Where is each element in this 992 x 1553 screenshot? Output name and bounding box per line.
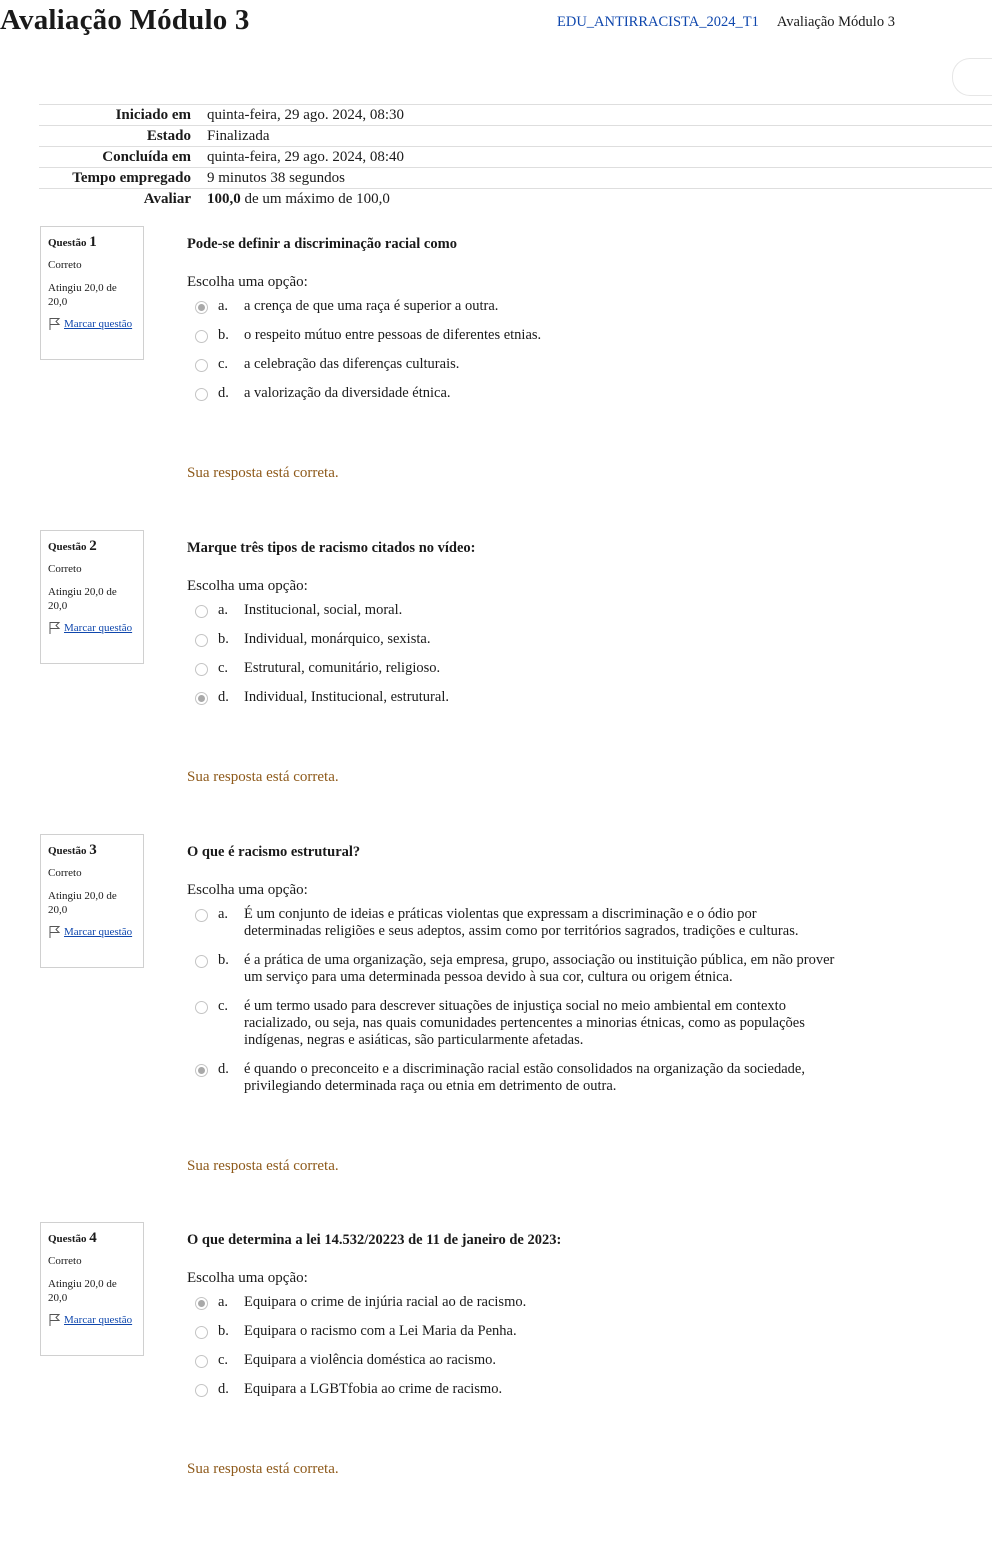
radio-button[interactable] xyxy=(195,1297,208,1310)
answer-text: Equipara o racismo com a Lei Maria da Penha. xyxy=(244,1323,517,1339)
radio-button[interactable] xyxy=(195,605,208,618)
summary-label: Iniciado em xyxy=(39,105,207,126)
answer-list xyxy=(187,298,837,402)
answer-letter: c. xyxy=(218,356,229,372)
answer-letter: c. xyxy=(218,660,229,676)
answer-letter: b. xyxy=(218,631,229,647)
answer-option[interactable] xyxy=(187,602,837,619)
question-state: Correto xyxy=(48,1255,82,1267)
question-content xyxy=(187,530,837,718)
summary-value: 9 minutos 38 segundos xyxy=(207,168,992,189)
flag-icon xyxy=(48,621,62,635)
answer-option[interactable] xyxy=(187,298,837,315)
question-state: Correto xyxy=(48,867,82,879)
summary-row-started xyxy=(39,105,992,126)
answer-letter: d. xyxy=(218,1061,229,1077)
answer-option[interactable] xyxy=(187,952,837,986)
answer-text: Equipara o crime de injúria racial ao de racismo. xyxy=(244,1294,527,1310)
summary-label: Avaliar xyxy=(39,189,207,210)
answer-text: Individual, Institucional, estrutural. xyxy=(244,689,449,705)
question-grade: Atingiu 20,0 de 20,0 xyxy=(48,586,117,612)
radio-button[interactable] xyxy=(195,692,208,705)
summary-row-state xyxy=(39,126,992,147)
question-number-value: 2 xyxy=(89,538,97,554)
answer-text: Estrutural, comunitário, religioso. xyxy=(244,660,441,676)
flag-icon xyxy=(48,925,62,939)
radio-button[interactable] xyxy=(195,1064,208,1077)
answer-text: É um conjunto de ideias e práticas violentas que expressam a discriminação e o ódio por determinadas religiões e seus adeptos, assim como por territórios sagrados, tradições e culturas. xyxy=(244,906,799,939)
answer-option[interactable] xyxy=(187,689,837,706)
question-text: Marque três tipos de racismo citados no vídeo: xyxy=(187,540,476,556)
question-label: Questão xyxy=(48,237,87,249)
answer-letter: b. xyxy=(218,952,229,968)
flag-question-link[interactable] xyxy=(48,621,136,635)
answer-text: Institucional, social, moral. xyxy=(244,602,403,618)
summary-row-completed xyxy=(39,147,992,168)
radio-button[interactable] xyxy=(195,955,208,968)
question-prompt: Escolha uma opção: xyxy=(187,274,308,290)
summary-row-grade xyxy=(39,189,992,210)
feedback-text: Sua resposta está correta. xyxy=(187,1158,339,1174)
flag-question-label[interactable]: Marcar questão xyxy=(64,622,133,634)
breadcrumb-current: Avaliação Módulo 3 xyxy=(776,14,895,30)
question-info-box xyxy=(40,530,144,664)
flag-question-link[interactable] xyxy=(48,925,136,939)
question-number xyxy=(48,539,136,554)
flag-question-link[interactable] xyxy=(48,1313,136,1327)
flag-icon xyxy=(48,317,62,331)
question-number xyxy=(48,235,136,250)
answer-letter: b. xyxy=(218,327,229,343)
question-number-value: 1 xyxy=(89,234,97,250)
answer-list xyxy=(187,1294,837,1398)
answer-option[interactable] xyxy=(187,327,837,344)
summary-value: quinta-feira, 29 ago. 2024, 08:30 xyxy=(207,105,992,126)
answer-option[interactable] xyxy=(187,1294,837,1311)
question-text: Pode-se definir a discriminação racial como xyxy=(187,236,457,252)
question-info-box xyxy=(40,226,144,360)
grade-score: 100,0 xyxy=(207,191,241,207)
question-number xyxy=(48,843,136,858)
question-content xyxy=(187,834,837,1107)
grade-max: de um máximo de 100,0 xyxy=(244,191,390,207)
answer-option[interactable] xyxy=(187,660,837,677)
question-content xyxy=(187,226,837,414)
flag-question-label[interactable]: Marcar questão xyxy=(64,926,133,938)
summary-row-time-taken xyxy=(39,168,992,189)
feedback-text: Sua resposta está correta. xyxy=(187,1461,339,1477)
answer-option[interactable] xyxy=(187,631,837,648)
answer-option[interactable] xyxy=(187,1323,837,1340)
radio-button[interactable] xyxy=(195,301,208,314)
question-grade: Atingiu 20,0 de 20,0 xyxy=(48,1278,117,1304)
question-content xyxy=(187,1222,837,1410)
question-prompt: Escolha uma opção: xyxy=(187,578,308,594)
summary-label: Estado xyxy=(39,126,207,147)
feedback-text: Sua resposta está correta. xyxy=(187,465,339,481)
answer-text: o respeito mútuo entre pessoas de diferentes etnias. xyxy=(244,327,542,343)
answer-letter: c. xyxy=(218,998,229,1014)
breadcrumb xyxy=(557,14,895,31)
breadcrumb-course-link[interactable]: EDU_ANTIRRACISTA_2024_T1 xyxy=(557,14,759,30)
question-number-value: 4 xyxy=(89,1230,97,1246)
answer-letter: a. xyxy=(218,602,229,618)
answer-letter: c. xyxy=(218,1352,229,1368)
answer-text: a crença de que uma raça é superior a outra. xyxy=(244,298,499,314)
question-label: Questão xyxy=(48,845,87,857)
question-number-value: 3 xyxy=(89,842,97,858)
question-state: Correto xyxy=(48,563,82,575)
question-text: O que é racismo estrutural? xyxy=(187,844,361,860)
page-title: Avaliação Módulo 3 xyxy=(0,4,250,36)
answer-list xyxy=(187,602,837,706)
question-label: Questão xyxy=(48,541,87,553)
answer-option[interactable] xyxy=(187,1061,837,1095)
summary-label: Tempo empregado xyxy=(39,168,207,189)
summary-label: Concluída em xyxy=(39,147,207,168)
answer-text: é um termo usado para descrever situações de injustiça social no meio ambiental em contexto racializado, ou seja, nas quais comunidades pertencentes a minorias étnicas, como as populações indígenas, negras e asiáticas, são particularmente afetadas. xyxy=(244,998,805,1048)
answer-text: é a prática de uma organização, seja empresa, grupo, associação ou instituição pública, em não prover um serviço para uma determinada pessoa devido à sua cor, cultura ou origem étnica. xyxy=(244,952,835,985)
answer-option[interactable] xyxy=(187,906,837,940)
answer-letter: d. xyxy=(218,689,229,705)
flag-question-link[interactable] xyxy=(48,317,136,331)
answer-list xyxy=(187,906,837,1095)
answer-letter: d. xyxy=(218,385,229,401)
radio-button[interactable] xyxy=(195,1326,208,1339)
question-text: O que determina a lei 14.532/20223 de 11 de janeiro de 2023: xyxy=(187,1232,562,1248)
flag-question-label[interactable]: Marcar questão xyxy=(64,1314,133,1326)
summary-value: Finalizada xyxy=(207,126,992,147)
summary-value: quinta-feira, 29 ago. 2024, 08:40 xyxy=(207,147,992,168)
answer-letter: a. xyxy=(218,906,229,922)
answer-letter: d. xyxy=(218,1381,229,1397)
question-grade: Atingiu 20,0 de 20,0 xyxy=(48,282,117,308)
flag-icon xyxy=(48,1313,62,1327)
answer-text: é quando o preconceito e a discriminação racial estão consolidados na organização da sociedade, privilegiando determinada raça ou etnia em detrimento de outra. xyxy=(244,1061,805,1094)
question-state: Correto xyxy=(48,259,82,271)
answer-option[interactable] xyxy=(187,356,837,373)
question-prompt: Escolha uma opção: xyxy=(187,1270,308,1286)
summary-value xyxy=(207,189,992,210)
radio-button[interactable] xyxy=(195,663,208,676)
answer-option[interactable] xyxy=(187,1352,837,1369)
attempt-summary-table xyxy=(39,104,992,209)
drawer-toggle-button[interactable] xyxy=(952,58,992,96)
answer-option[interactable] xyxy=(187,385,837,402)
answer-letter: a. xyxy=(218,1294,229,1310)
answer-text: a valorização da diversidade étnica. xyxy=(244,385,451,401)
question-info-box xyxy=(40,834,144,968)
answer-option[interactable] xyxy=(187,1381,837,1398)
flag-question-label[interactable]: Marcar questão xyxy=(64,318,133,330)
feedback-text: Sua resposta está correta. xyxy=(187,769,339,785)
answer-text: Equipara a LGBTfobia ao crime de racismo. xyxy=(244,1381,503,1397)
question-info-box xyxy=(40,1222,144,1356)
radio-button[interactable] xyxy=(195,1355,208,1368)
radio-button[interactable] xyxy=(195,388,208,401)
question-number xyxy=(48,1231,136,1246)
answer-text: Equipara a violência doméstica ao racismo. xyxy=(244,1352,497,1368)
radio-button[interactable] xyxy=(195,359,208,372)
question-prompt: Escolha uma opção: xyxy=(187,882,308,898)
answer-option[interactable] xyxy=(187,998,837,1049)
answer-text: Individual, monárquico, sexista. xyxy=(244,631,431,647)
answer-text: a celebração das diferenças culturais. xyxy=(244,356,460,372)
radio-button[interactable] xyxy=(195,1384,208,1397)
radio-button[interactable] xyxy=(195,330,208,343)
answer-letter: b. xyxy=(218,1323,229,1339)
radio-button[interactable] xyxy=(195,909,208,922)
question-grade: Atingiu 20,0 de 20,0 xyxy=(48,890,117,916)
question-label: Questão xyxy=(48,1233,87,1245)
answer-letter: a. xyxy=(218,298,229,314)
radio-button[interactable] xyxy=(195,1001,208,1014)
radio-button[interactable] xyxy=(195,634,208,647)
